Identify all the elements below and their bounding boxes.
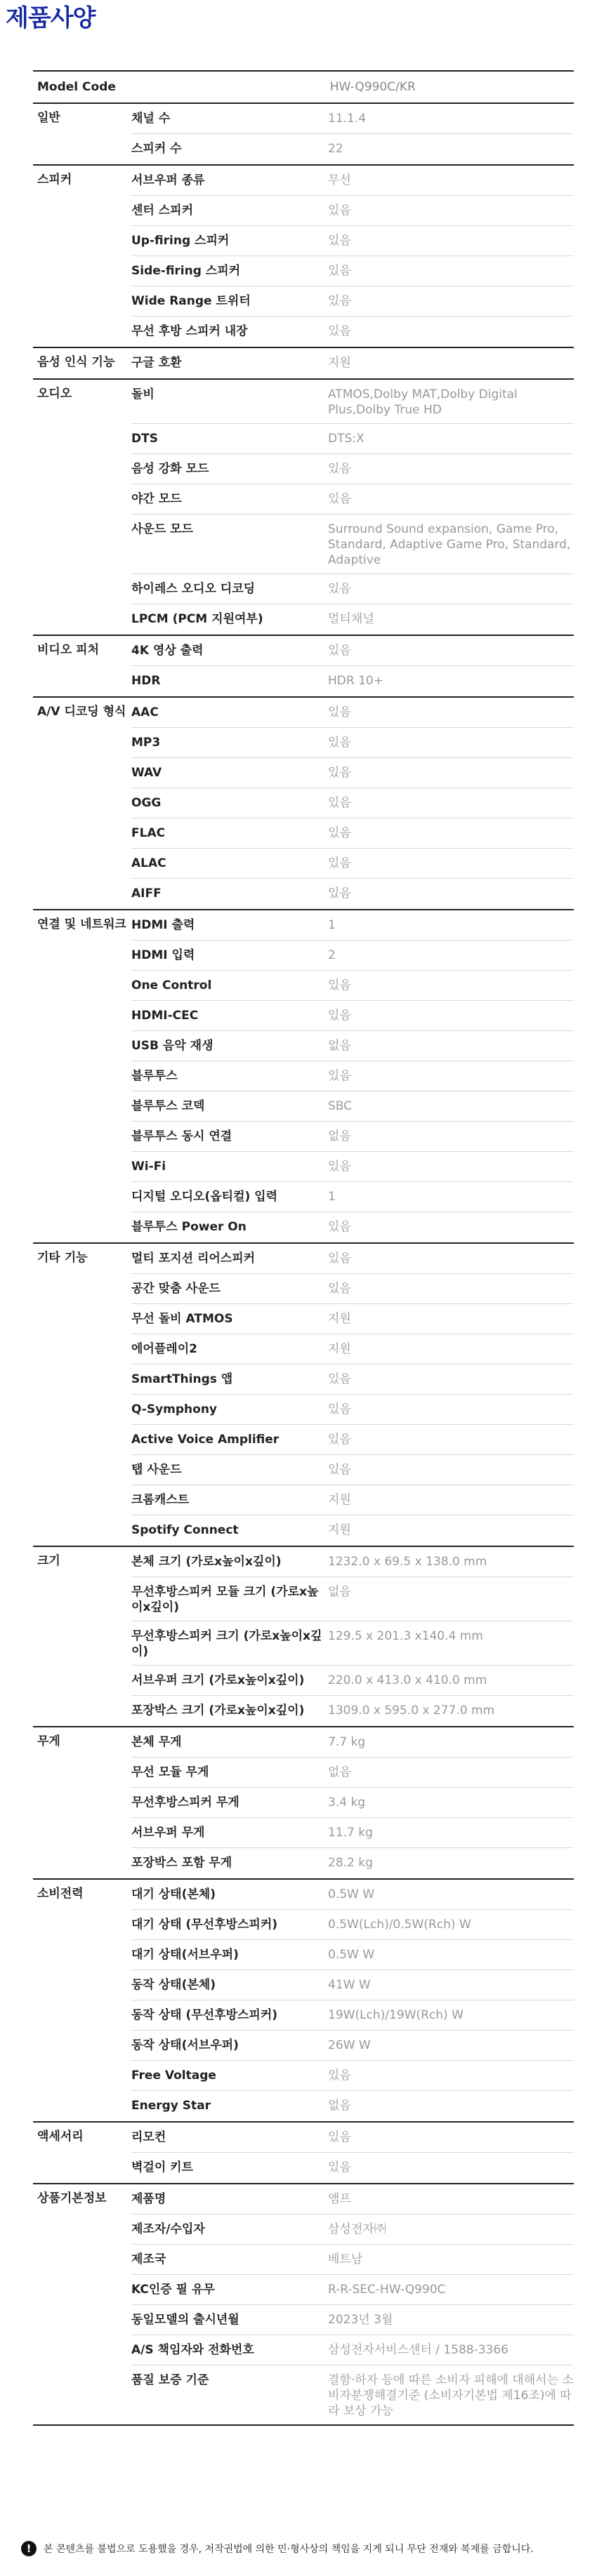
spec-row bbox=[131, 2215, 574, 2245]
spec-value: 0.5W W bbox=[328, 1887, 375, 1901]
spec-value: 있음 bbox=[328, 1433, 351, 1447]
spec-row bbox=[131, 348, 574, 378]
spec-row bbox=[131, 1122, 574, 1152]
spec-label: USB 음악 재생 bbox=[131, 1039, 214, 1053]
spec-group bbox=[33, 696, 574, 909]
spec-value: 있음 bbox=[328, 887, 351, 901]
spec-value: ATMOS,Dolby MAT,Dolby Digital Plus,Dolby True HD bbox=[328, 387, 518, 417]
spec-rows bbox=[131, 1727, 574, 1878]
spec-label: Side-firing 스피커 bbox=[131, 264, 241, 278]
spec-group bbox=[33, 164, 574, 347]
spec-label: 제조자/수입자 bbox=[131, 2222, 205, 2236]
spec-label: DTS bbox=[131, 432, 158, 446]
spec-row bbox=[131, 2184, 574, 2215]
spec-row bbox=[131, 1666, 574, 1696]
spec-label: A/S 책임자와 전화번호 bbox=[131, 2343, 254, 2357]
spec-value: 삼성전자㈜ bbox=[328, 2222, 386, 2236]
spec-rows bbox=[131, 698, 574, 909]
spec-label: 센터 스피커 bbox=[131, 204, 194, 218]
spec-label: 본체 크기 (가로x높이x깊이) bbox=[131, 1555, 282, 1569]
spec-label: 제조국 bbox=[131, 2252, 166, 2266]
spec-row bbox=[131, 454, 574, 484]
spec-label: 사운드 모드 bbox=[131, 522, 194, 536]
spec-row bbox=[131, 1727, 574, 1758]
spec-value: Surround Sound expansion, Game Pro, Standard, Adaptive Game Pro, Standard, Adaptive bbox=[328, 522, 571, 567]
spec-label: 블루투스 코덱 bbox=[131, 1099, 205, 1113]
spec-label: 제품명 bbox=[131, 2192, 166, 2206]
spec-label: 구글 호환 bbox=[131, 356, 182, 370]
spec-rows bbox=[131, 1244, 574, 1546]
spec-row bbox=[131, 2335, 574, 2365]
spec-value: 있음 bbox=[328, 234, 351, 248]
spec-row bbox=[131, 1758, 574, 1788]
spec-row bbox=[131, 1244, 574, 1274]
spec-value: 있음 bbox=[328, 204, 351, 218]
spec-label: 품질 보증 기준 bbox=[131, 2373, 209, 2387]
spec-value: 있음 bbox=[328, 1402, 351, 1416]
spec-value: 11.7 kg bbox=[328, 1826, 373, 1840]
spec-value: 129.5 x 201.3 x140.4 mm bbox=[328, 1629, 483, 1643]
spec-rows bbox=[131, 2184, 574, 2424]
spec-value: 3.4 kg bbox=[328, 1795, 366, 1810]
spec-category: 비디오 피처 bbox=[37, 643, 100, 657]
spec-group bbox=[33, 378, 574, 635]
spec-label: 4K 영상 출력 bbox=[131, 644, 204, 658]
spec-value: R-R-SEC-HW-Q990C bbox=[328, 2283, 446, 2297]
spec-label: HDMI-CEC bbox=[131, 1009, 199, 1023]
spec-label: 동작 상태 (무선후방스피커) bbox=[131, 2008, 278, 2022]
spec-row bbox=[131, 636, 574, 666]
spec-value: 있음 bbox=[328, 705, 351, 719]
spec-row bbox=[131, 604, 574, 635]
spec-row bbox=[131, 1577, 574, 1621]
spec-label: 하이레스 오디오 디코딩 bbox=[131, 582, 256, 596]
spec-category: 일반 bbox=[37, 111, 60, 125]
spec-label: 리모컨 bbox=[131, 2130, 166, 2144]
spec-row bbox=[131, 698, 574, 728]
spec-row bbox=[131, 1485, 574, 1515]
spec-value: 지원 bbox=[328, 1523, 351, 1537]
spec-label: Wide Range 트위터 bbox=[131, 294, 251, 308]
spec-row bbox=[131, 666, 574, 696]
spec-group bbox=[33, 1878, 574, 2121]
spec-value: 지원 bbox=[328, 1312, 351, 1326]
spec-label: 포장박스 크기 (가로x높이x깊이) bbox=[131, 1704, 305, 1718]
spec-row bbox=[131, 2153, 574, 2183]
spec-value: 있음 bbox=[328, 1282, 351, 1296]
spec-label: 블루투스 Power On bbox=[131, 1220, 247, 1234]
spec-group bbox=[33, 1546, 574, 1726]
spec-row bbox=[131, 1061, 574, 1091]
spec-rows bbox=[131, 910, 574, 1242]
spec-group bbox=[33, 909, 574, 1242]
spec-label: 무선 모듈 무게 bbox=[131, 1765, 209, 1779]
spec-row bbox=[131, 286, 574, 317]
spec-category: 상품기본정보 bbox=[37, 2191, 107, 2205]
spec-value: 220.0 x 413.0 x 410.0 mm bbox=[328, 1673, 487, 1687]
spec-rows bbox=[131, 636, 574, 696]
spec-label: FLAC bbox=[131, 826, 166, 840]
spec-label: 대기 상태(본체) bbox=[131, 1887, 216, 1901]
spec-row bbox=[131, 1425, 574, 1455]
spec-label: 본체 무게 bbox=[131, 1735, 182, 1749]
spec-group bbox=[33, 635, 574, 696]
spec-label: 디지털 오디오(옵티컬) 입력 bbox=[131, 1190, 278, 1204]
spec-value: 있음 bbox=[328, 1009, 351, 1023]
spec-value: 7.7 kg bbox=[328, 1735, 366, 1749]
spec-label: 블루투스 bbox=[131, 1069, 178, 1083]
spec-row bbox=[131, 1696, 574, 1726]
spec-value: 있음 bbox=[328, 1463, 351, 1477]
spec-value: 결함·하자 등에 따른 소비자 피해에 대해서는 소비자분쟁해결기준 (소비자기본법 제16조)에 따라 보상 가능 bbox=[328, 2373, 574, 2418]
spec-label: Active Voice Amplifier bbox=[131, 1433, 280, 1447]
spec-label: 돌비 bbox=[131, 387, 155, 401]
spec-group bbox=[33, 2183, 574, 2424]
spec-table bbox=[33, 70, 574, 2426]
spec-value: SBC bbox=[328, 1099, 353, 1113]
model-code-value: HW-Q990C/KR bbox=[329, 80, 416, 94]
spec-label: 무선 후방 스피커 내장 bbox=[131, 324, 248, 338]
spec-value: 있음 bbox=[328, 856, 351, 870]
spec-value: 1 bbox=[328, 1190, 336, 1204]
spec-row bbox=[131, 910, 574, 941]
spec-row bbox=[131, 196, 574, 226]
spec-label: 에어플레이2 bbox=[131, 1342, 197, 1356]
spec-label: Energy Star bbox=[131, 2099, 211, 2113]
spec-value: 있음 bbox=[328, 644, 351, 658]
spec-value: 1309.0 x 595.0 x 277.0 mm bbox=[328, 1704, 495, 1718]
spec-row bbox=[131, 1455, 574, 1485]
spec-value: 없음 bbox=[328, 2099, 351, 2113]
spec-row bbox=[131, 971, 574, 1001]
spec-row bbox=[131, 1621, 574, 1666]
spec-value: 있음 bbox=[328, 1252, 351, 1266]
spec-value: 앰프 bbox=[328, 2192, 351, 2206]
spec-label: AAC bbox=[131, 705, 159, 719]
spec-row bbox=[131, 1788, 574, 1818]
spec-row bbox=[131, 1910, 574, 1940]
spec-value: 지원 bbox=[328, 1342, 351, 1356]
table-end-border bbox=[33, 2424, 574, 2426]
spec-row bbox=[131, 1970, 574, 2000]
spec-rows bbox=[131, 166, 574, 347]
spec-row bbox=[131, 2245, 574, 2275]
spec-value: 베트남 bbox=[328, 2252, 363, 2266]
spec-row bbox=[131, 1334, 574, 1365]
spec-row bbox=[131, 134, 574, 164]
spec-value: 있음 bbox=[328, 796, 351, 810]
spec-label: 동작 상태(서브우퍼) bbox=[131, 2038, 239, 2052]
spec-value: 1232.0 x 69.5 x 138.0 mm bbox=[328, 1555, 487, 1569]
spec-rows bbox=[131, 2123, 574, 2183]
spec-group bbox=[33, 2121, 574, 2183]
spec-label: 스피커 수 bbox=[131, 142, 182, 156]
spec-row bbox=[131, 818, 574, 849]
spec-value: 0.5W W bbox=[328, 1948, 375, 1962]
spec-category: 연결 및 네트워크 bbox=[37, 917, 126, 931]
spec-value: 11.1.4 bbox=[328, 112, 367, 126]
spec-value: 있음 bbox=[328, 582, 351, 596]
spec-row bbox=[131, 1940, 574, 1970]
spec-row bbox=[131, 2365, 574, 2424]
spec-value: 41W W bbox=[328, 1978, 371, 1992]
spec-value: 없음 bbox=[328, 1765, 351, 1779]
spec-label: 멀티 포지션 리어스피커 bbox=[131, 1252, 256, 1266]
spec-row bbox=[131, 226, 574, 256]
spec-row bbox=[131, 2091, 574, 2121]
spec-row bbox=[131, 2000, 574, 2031]
spec-label: 블루투스 동시 연결 bbox=[131, 1129, 232, 1143]
spec-row bbox=[131, 758, 574, 788]
spec-value: 있음 bbox=[328, 2069, 351, 2083]
spec-value: 삼성전자서비스센터 / 1588-3366 bbox=[328, 2343, 508, 2357]
spec-row bbox=[131, 1395, 574, 1425]
spec-label: WAV bbox=[131, 766, 162, 780]
spec-row bbox=[131, 1365, 574, 1395]
spec-group bbox=[33, 347, 574, 378]
spec-label: 포장박스 포함 무게 bbox=[131, 1856, 232, 1870]
spec-row bbox=[131, 2275, 574, 2305]
spec-value: 있음 bbox=[328, 2160, 351, 2175]
spec-label: One Control bbox=[131, 978, 212, 992]
spec-value: 있음 bbox=[328, 736, 351, 750]
spec-row bbox=[131, 1818, 574, 1848]
spec-value: 없음 bbox=[328, 1039, 351, 1053]
spec-value: 1 bbox=[328, 918, 336, 932]
spec-row bbox=[131, 1880, 574, 1910]
spec-category: 음성 인식 기능 bbox=[37, 355, 115, 369]
spec-label: LPCM (PCM 지원여부) bbox=[131, 612, 263, 626]
spec-value: 없음 bbox=[328, 1129, 351, 1143]
spec-row bbox=[131, 424, 574, 454]
spec-group bbox=[33, 102, 574, 164]
spec-label: 채널 수 bbox=[131, 112, 171, 126]
spec-value: 없음 bbox=[328, 1585, 351, 1599]
spec-row bbox=[131, 104, 574, 134]
spec-label: MP3 bbox=[131, 736, 161, 750]
spec-row bbox=[131, 1848, 574, 1878]
spec-rows bbox=[131, 380, 574, 635]
spec-row bbox=[131, 849, 574, 879]
spec-label: 서브우퍼 종류 bbox=[131, 173, 205, 187]
spec-value: 있음 bbox=[328, 264, 351, 278]
spec-rows bbox=[131, 1880, 574, 2121]
spec-row bbox=[131, 166, 574, 196]
spec-category: A/V 디코딩 형식 bbox=[37, 705, 126, 719]
spec-row bbox=[131, 1152, 574, 1182]
spec-row bbox=[131, 2061, 574, 2091]
spec-value: 있음 bbox=[328, 978, 351, 992]
spec-row bbox=[131, 574, 574, 604]
spec-label: 벽걸이 키트 bbox=[131, 2160, 194, 2175]
spec-category: 소비전력 bbox=[37, 1887, 84, 1901]
spec-row bbox=[131, 941, 574, 971]
spec-label: 공간 맞춤 사운드 bbox=[131, 1282, 221, 1296]
spec-row bbox=[131, 1212, 574, 1242]
spec-value: 있음 bbox=[328, 462, 351, 476]
spec-row bbox=[131, 1091, 574, 1122]
spec-label: ALAC bbox=[131, 856, 166, 870]
spec-value: 있음 bbox=[328, 1069, 351, 1083]
spec-label: Up-firing 스피커 bbox=[131, 234, 230, 248]
spec-label: Q-Symphony bbox=[131, 1402, 217, 1416]
model-code-label: Model Code bbox=[37, 80, 116, 94]
spec-label: Spotify Connect bbox=[131, 1523, 239, 1537]
spec-value: 22 bbox=[328, 142, 343, 156]
spec-rows bbox=[131, 1547, 574, 1726]
spec-label: 탭 사운드 bbox=[131, 1463, 182, 1477]
spec-row bbox=[131, 728, 574, 758]
spec-label: Wi-Fi bbox=[131, 1160, 166, 1174]
spec-label: 음성 강화 모드 bbox=[131, 462, 209, 476]
spec-row bbox=[131, 514, 574, 574]
spec-value: 멀티채널 bbox=[328, 612, 374, 626]
spec-row bbox=[131, 317, 574, 347]
copyright-note bbox=[21, 2541, 534, 2556]
spec-label: 야간 모드 bbox=[131, 492, 182, 506]
spec-row bbox=[131, 1304, 574, 1334]
spec-group bbox=[33, 1242, 574, 1546]
spec-label: 대기 상태 (무선후방스피커) bbox=[131, 1918, 278, 1932]
spec-label: 서브우퍼 크기 (가로x높이x깊이) bbox=[131, 1673, 305, 1687]
spec-value: 있음 bbox=[328, 294, 351, 308]
spec-label: AIFF bbox=[131, 887, 162, 901]
spec-row bbox=[131, 879, 574, 909]
spec-value: 28.2 kg bbox=[328, 1856, 373, 1870]
spec-label: 크롬캐스트 bbox=[131, 1493, 190, 1507]
spec-category: 액세서리 bbox=[37, 2130, 84, 2144]
spec-row bbox=[131, 788, 574, 818]
spec-row bbox=[131, 2123, 574, 2153]
spec-label: 무선 돌비 ATMOS bbox=[131, 1312, 233, 1326]
spec-label: 대기 상태(서브우퍼) bbox=[131, 1948, 239, 1962]
spec-label: 동일모델의 출시년월 bbox=[131, 2313, 239, 2327]
spec-label: 서브우퍼 무게 bbox=[131, 1826, 205, 1840]
spec-category: 기타 기능 bbox=[37, 1251, 88, 1265]
spec-row bbox=[131, 2305, 574, 2335]
page-title: 제품사양 bbox=[6, 4, 96, 32]
spec-value: 있음 bbox=[328, 766, 351, 780]
spec-rows bbox=[131, 104, 574, 164]
copyright-text: 본 콘텐츠를 불법으로 도용했을 경우, 저작권법에 의한 민·형사상의 책임을 지게 되니 무단 전재와 복제를 금합니다. bbox=[44, 2544, 534, 2555]
spec-row bbox=[131, 1274, 574, 1304]
spec-label: HDMI 출력 bbox=[131, 918, 195, 932]
spec-category: 오디오 bbox=[37, 387, 72, 401]
spec-value: 있음 bbox=[328, 826, 351, 840]
spec-row bbox=[131, 2031, 574, 2061]
spec-label: HDR bbox=[131, 674, 161, 688]
spec-value: 있음 bbox=[328, 1372, 351, 1386]
spec-row bbox=[131, 1547, 574, 1577]
spec-value: 있음 bbox=[328, 324, 351, 338]
spec-row bbox=[131, 1031, 574, 1061]
spec-category: 크기 bbox=[37, 1554, 60, 1568]
spec-category: 무게 bbox=[37, 1734, 60, 1748]
spec-row bbox=[131, 1182, 574, 1212]
model-code-row bbox=[33, 70, 574, 102]
spec-value: 2023년 3월 bbox=[328, 2313, 393, 2327]
spec-row bbox=[131, 1001, 574, 1031]
spec-value: 있음 bbox=[328, 492, 351, 506]
spec-label: Free Voltage bbox=[131, 2069, 216, 2083]
spec-value: 0.5W(Lch)/0.5W(Rch) W bbox=[328, 1918, 471, 1932]
spec-value: 있음 bbox=[328, 1220, 351, 1234]
spec-row bbox=[131, 256, 574, 286]
spec-label: 무선후방스피커 무게 bbox=[131, 1795, 239, 1810]
spec-value: 있음 bbox=[328, 1160, 351, 1174]
info-icon: ! bbox=[21, 2541, 37, 2556]
spec-value: 지원 bbox=[328, 1493, 351, 1507]
spec-row bbox=[131, 380, 574, 424]
spec-label: 무선후방스피커 모듈 크기 (가로x높이x깊이) bbox=[131, 1585, 319, 1614]
spec-group bbox=[33, 1726, 574, 1878]
spec-value: 있음 bbox=[328, 2130, 351, 2144]
spec-value: DTS:X bbox=[328, 432, 365, 446]
spec-label: 무선후방스피커 크기 (가로x높이x깊이) bbox=[131, 1629, 322, 1659]
spec-rows bbox=[131, 348, 574, 378]
spec-row bbox=[131, 484, 574, 514]
spec-value: 지원 bbox=[328, 356, 351, 370]
spec-label: HDMI 입력 bbox=[131, 948, 195, 962]
spec-value: HDR 10+ bbox=[328, 674, 383, 688]
spec-label: OGG bbox=[131, 796, 162, 810]
spec-value: 2 bbox=[328, 948, 336, 962]
spec-category: 스피커 bbox=[37, 173, 72, 187]
spec-value: 무선 bbox=[328, 173, 351, 187]
spec-value: 19W(Lch)/19W(Rch) W bbox=[328, 2008, 464, 2022]
spec-value: 26W W bbox=[328, 2038, 371, 2052]
spec-row bbox=[131, 1515, 574, 1546]
spec-label: 동작 상태(본체) bbox=[131, 1978, 216, 1992]
spec-label: KC인증 필 유무 bbox=[131, 2283, 215, 2297]
spec-label: SmartThings 앱 bbox=[131, 1372, 233, 1386]
